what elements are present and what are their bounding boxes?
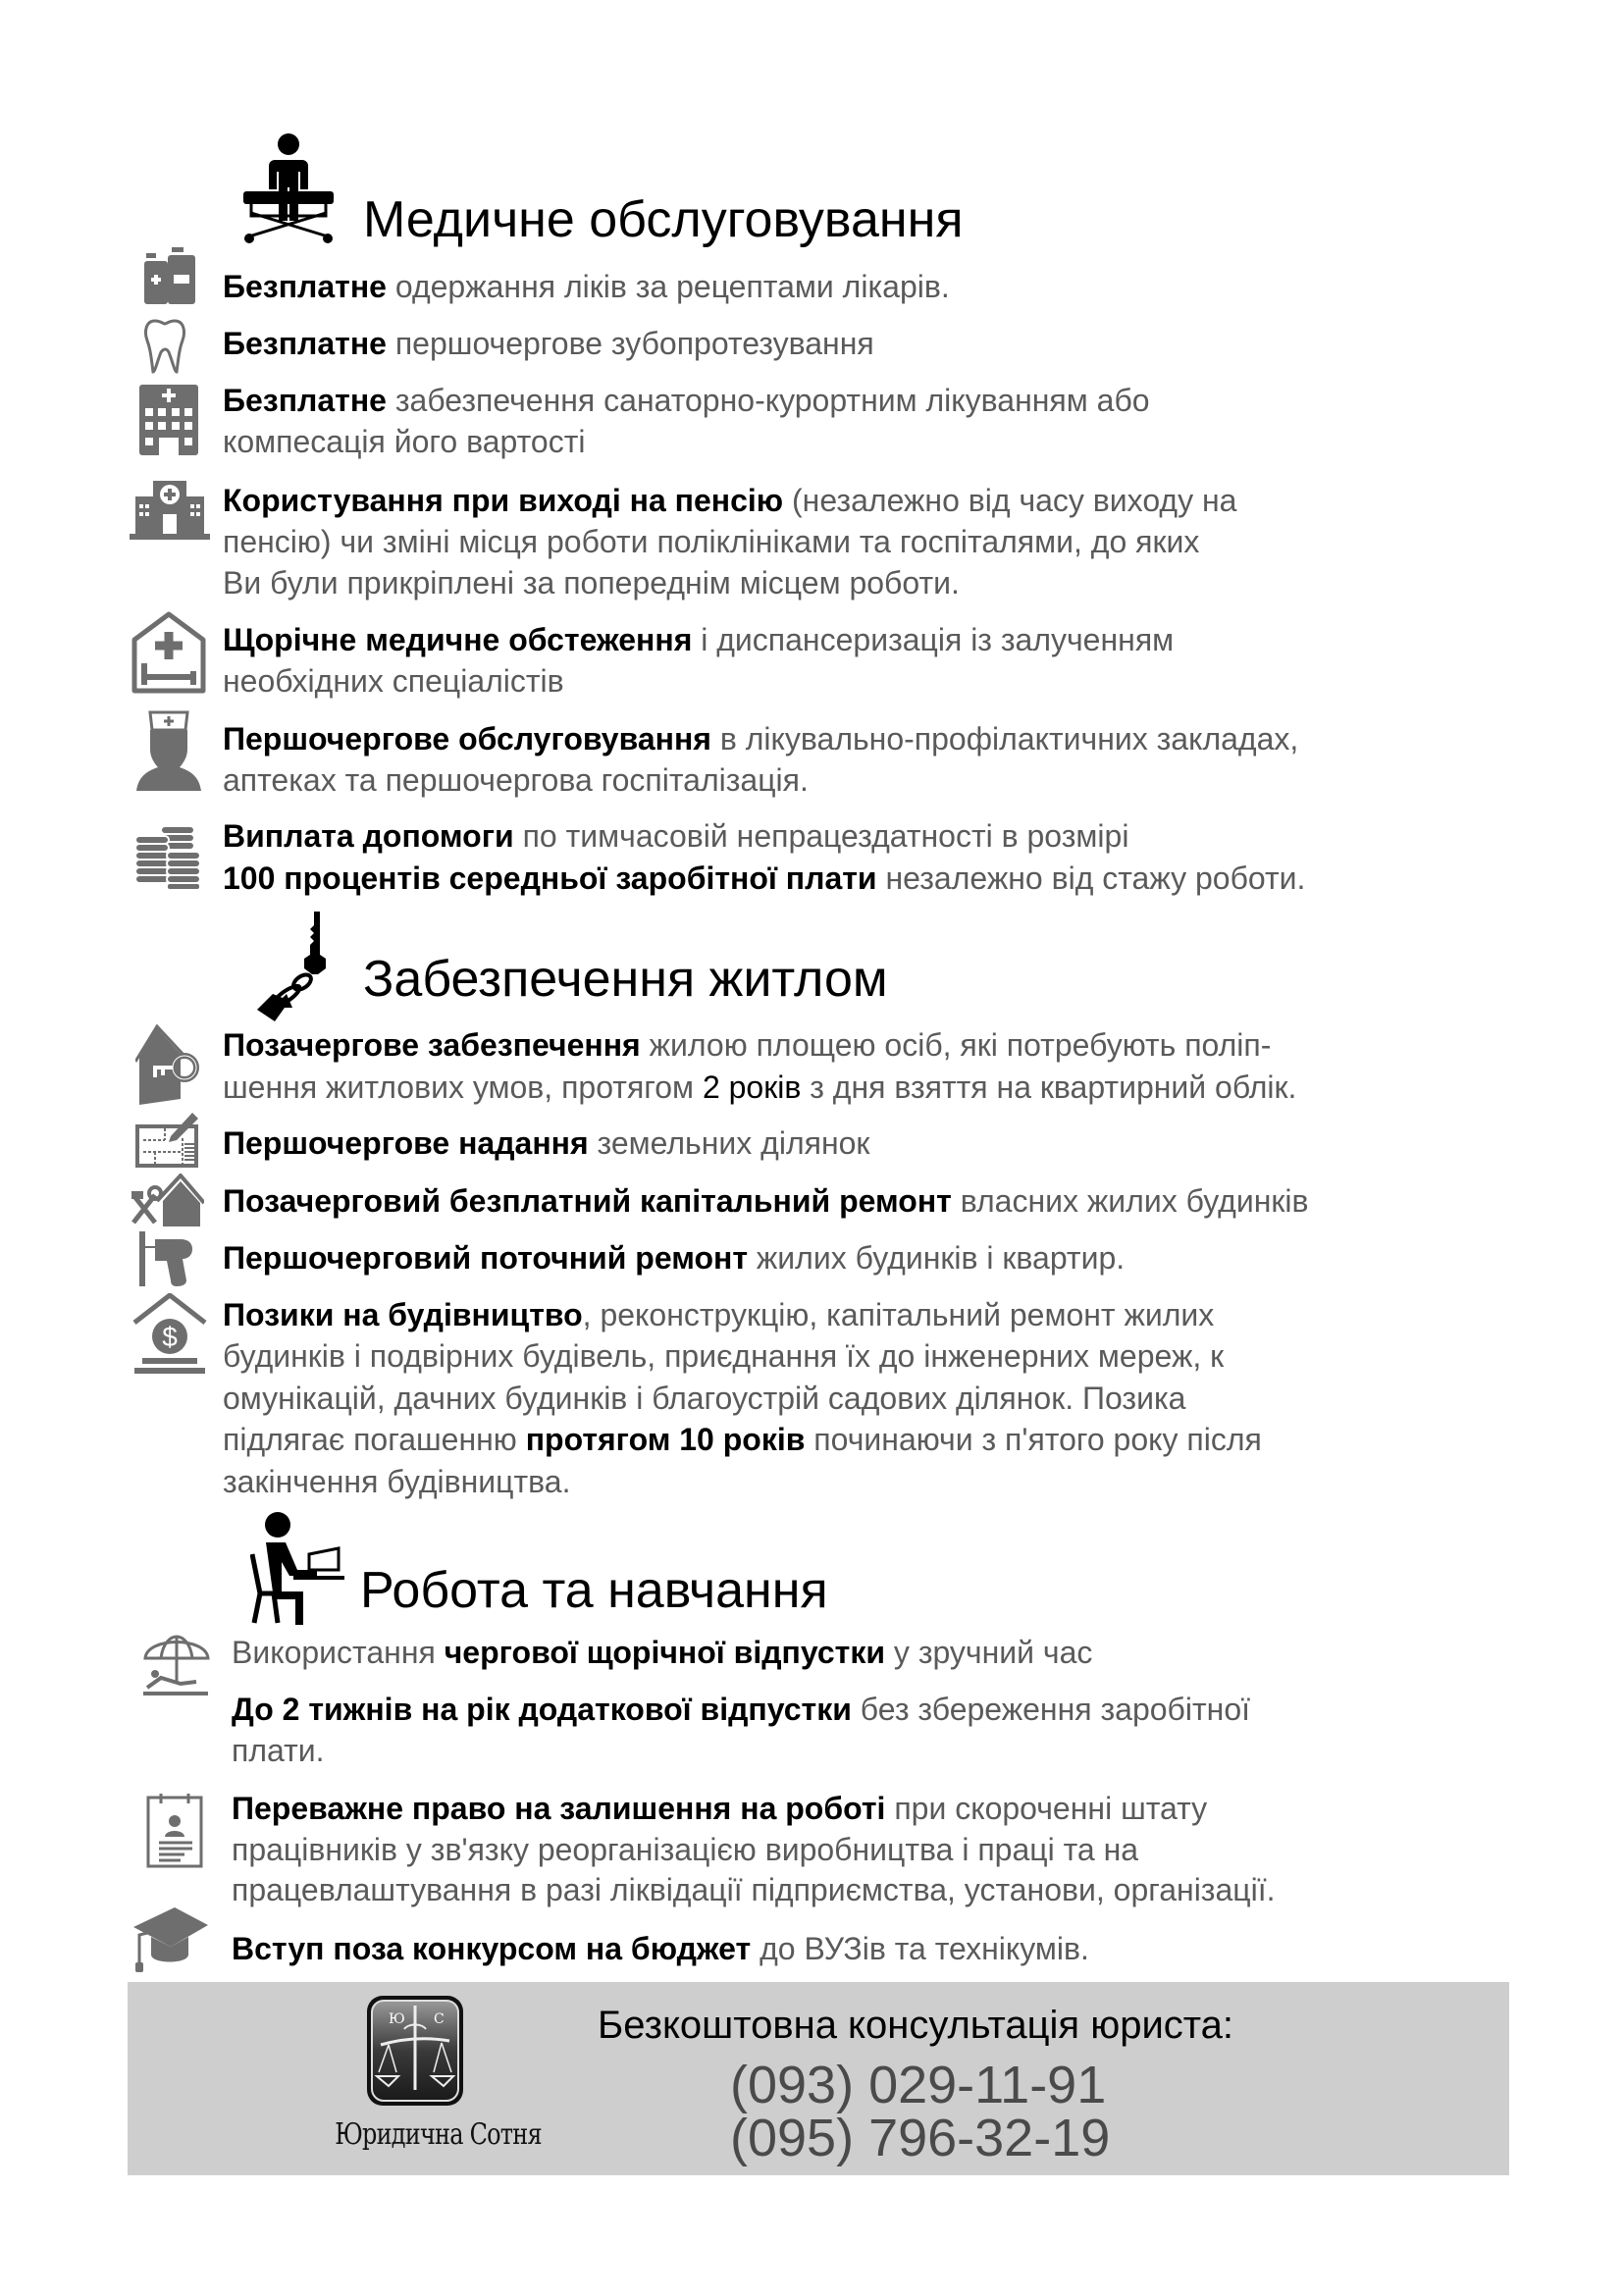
body-text: жилих будинків і квартир.: [747, 1240, 1126, 1276]
emphasis-text: Безплатне: [223, 269, 387, 304]
resume-icon: [145, 1792, 204, 1873]
emphasis-text: Вступ поза конкурсом на бюджет: [232, 1931, 752, 1966]
svg-text:$: $: [162, 1322, 178, 1352]
emphasis-text: Безплатне: [223, 383, 387, 418]
body-text: Використання: [232, 1635, 445, 1670]
emphasis-text: 100 процентів середньої заробітної плати: [223, 861, 877, 896]
section-title-work: Робота та навчання: [360, 1562, 828, 1619]
body-text: незалежно від стажу роботи.: [876, 861, 1306, 896]
emphasis-text: Щорічне медичне обстеження: [223, 622, 693, 657]
emphasis-text: Першочергове обслуговування: [223, 721, 711, 756]
emphasis-text: До 2 тижнів на рік додаткової відпустки: [232, 1692, 852, 1727]
body-text: Ви були прикріплені за попереднім місцем роботи.: [223, 565, 960, 600]
body-text: земельних ділянок: [588, 1125, 870, 1161]
yurydychna-sotnia-logo: [365, 1994, 465, 2108]
body-text: одержання ліків за рецептами лікарів.: [386, 269, 950, 304]
list-item-annual-leave: [232, 1637, 1092, 1668]
list-item-additional-leave: [232, 1694, 1250, 1725]
list-item-priority-housing: [223, 1029, 1271, 1061]
emphasis-text: Позики на будівництво: [223, 1297, 583, 1332]
list-item-sick-pay-line2: [223, 862, 1305, 894]
body-text: працівників у зв'язку реорганізацією виробництва і праці та на: [232, 1832, 1139, 1867]
body-text: омунікацій, дачних будинків і благоустрій садових ділянок. Позика: [223, 1381, 1186, 1416]
consultation-label: Безкоштовна консультація юриста:: [598, 2004, 1234, 2047]
beach-umbrella-icon: [141, 1629, 212, 1702]
body-text: у зручний час: [885, 1635, 1093, 1670]
list-item-construction-loans: [223, 1299, 1214, 1330]
hospital-bed-icon: [131, 610, 207, 700]
list-item-annual-exam-line2: [223, 665, 564, 697]
logo-letter-s: С: [434, 2011, 445, 2027]
logo-name: Юридична Сотня: [335, 2117, 542, 2152]
body-text: компесація його вартості: [223, 424, 586, 459]
hospital-building-icon: [137, 383, 200, 462]
house-with-key-icon: [135, 1024, 204, 1112]
body-text: , реконструкцію, капітальний ремонт жилих: [582, 1297, 1215, 1332]
phone-number-2[interactable]: (095) 796-32-19: [730, 2109, 1111, 2167]
emphasis-text: Першочерговий поточний ремонт: [223, 1240, 748, 1276]
list-item-construction-loans-line4: [223, 1424, 1262, 1455]
emphasis-text: Першочергове надання: [223, 1125, 589, 1161]
body-text: починаючи з п'ятого року після: [805, 1422, 1262, 1457]
emphasis-text: Позачерговий безплатний капітальний ремонт: [223, 1183, 952, 1219]
patient-on-couch-icon: [241, 130, 336, 246]
list-item-clinic-use-line2: [223, 526, 1199, 557]
body-text: жилою площею осіб, які потребують поліп-: [640, 1027, 1272, 1063]
tooth-icon: [143, 319, 188, 379]
list-item-capital-repair: [223, 1185, 1309, 1217]
clinic-icon: [130, 479, 210, 547]
logo-letter-yu: Ю: [389, 2011, 405, 2027]
list-item-university-admission: [232, 1933, 1089, 1964]
body-text: першочергове зубопротезування: [386, 326, 874, 361]
list-item-free-dental: [223, 328, 874, 359]
list-item-free-medicine: [223, 271, 950, 302]
list-item-sick-pay: [223, 820, 1128, 852]
body-text: власних жилих будинків: [951, 1183, 1309, 1219]
nurse-icon: [134, 708, 203, 798]
body-text: при скороченні штату: [885, 1791, 1208, 1826]
list-item-annual-exam: [223, 624, 1174, 655]
land-plan-icon: [135, 1109, 200, 1173]
list-item-clinic-use: [223, 485, 1236, 516]
list-item-construction-loans-line5: [223, 1466, 570, 1497]
emphasis-text: Позачергове забезпечення: [223, 1027, 641, 1063]
list-item-job-retention-line2: [232, 1834, 1138, 1865]
body-text: з дня взяття на квартирний облік.: [801, 1069, 1297, 1105]
list-item-clinic-use-line3: [223, 567, 960, 599]
emphasis-text: протягом 10 років: [525, 1422, 806, 1457]
body-text: і диспансеризація із залученням: [692, 622, 1175, 657]
section-title-medical: Медичне обслуговування: [363, 191, 964, 248]
body-text: без збереження заробітної: [851, 1692, 1250, 1727]
body-text: пенсію) чи зміні місця роботи поліклініками та госпіталями, до яких: [223, 524, 1200, 559]
body-text: (незалежно від часу виходу на: [783, 483, 1237, 518]
body-text: аптеках та першочергова госпіталізація.: [223, 762, 809, 798]
body-text: до ВУЗів та технікумів.: [751, 1931, 1089, 1966]
body-text: шення житлових умов, протягом: [223, 1069, 703, 1105]
drill-icon: [135, 1231, 194, 1291]
coins-icon: [133, 824, 204, 896]
list-item-sanatorium: [223, 385, 1150, 416]
emphasis-text: чергової щорічної відпустки: [444, 1635, 886, 1670]
body-text: забезпечення санаторно-курортним лікуванням або: [386, 383, 1150, 418]
emphasis-text: Переважне право на залишення на роботі: [232, 1791, 886, 1826]
list-item-additional-leave-line2: [232, 1735, 325, 1766]
house-key-icon: [253, 908, 343, 1023]
emphasis-text: Користування при виході на пенсію: [223, 483, 784, 518]
list-item-construction-loans-line3: [223, 1382, 1185, 1414]
consultation-banner: [128, 1982, 1509, 2175]
list-item-job-retention: [232, 1793, 1207, 1824]
body-text: підлягає погашенню: [223, 1422, 526, 1457]
list-item-priority-housing-line2: [223, 1071, 1296, 1103]
phone-number-1[interactable]: (093) 029-11-91: [730, 2056, 1107, 2114]
medicine-bottles-icon: [142, 247, 197, 309]
body-text: будинків і подвірних будівель, приєднання їх до інженерних мереж, к: [223, 1338, 1225, 1374]
body-text: по тимчасовій непрацездатності в розмірі: [513, 818, 1129, 854]
list-item-sanatorium-line2: [223, 426, 585, 457]
body-text: необхідних спеціалістів: [223, 663, 564, 699]
body-text: закінчення будівництва.: [223, 1464, 571, 1499]
emphasis-text: Безплатне: [223, 326, 387, 361]
list-item-current-repair: [223, 1242, 1125, 1274]
list-item-priority-service: [223, 723, 1298, 755]
house-loan-dollar-icon: [132, 1293, 207, 1381]
emphasis-text: Виплата допомоги: [223, 818, 514, 854]
body-text: плати.: [232, 1733, 325, 1768]
list-item-priority-service-line2: [223, 764, 809, 796]
list-item-land-plots: [223, 1127, 869, 1159]
person-at-computer-icon: [250, 1511, 344, 1627]
body-text: працевлаштування в разі ліквідації підприємства, установи, організації.: [232, 1872, 1276, 1907]
body-text: в лікувально-профілактичних закладах,: [710, 721, 1299, 756]
body-text: 2 років: [702, 1069, 802, 1105]
section-title-housing: Забезпечення житлом: [363, 951, 888, 1008]
list-item-job-retention-line3: [232, 1874, 1275, 1905]
graduation-cap-icon: [131, 1902, 210, 1979]
house-repair-tools-icon: [130, 1174, 204, 1233]
list-item-construction-loans-line2: [223, 1340, 1224, 1372]
